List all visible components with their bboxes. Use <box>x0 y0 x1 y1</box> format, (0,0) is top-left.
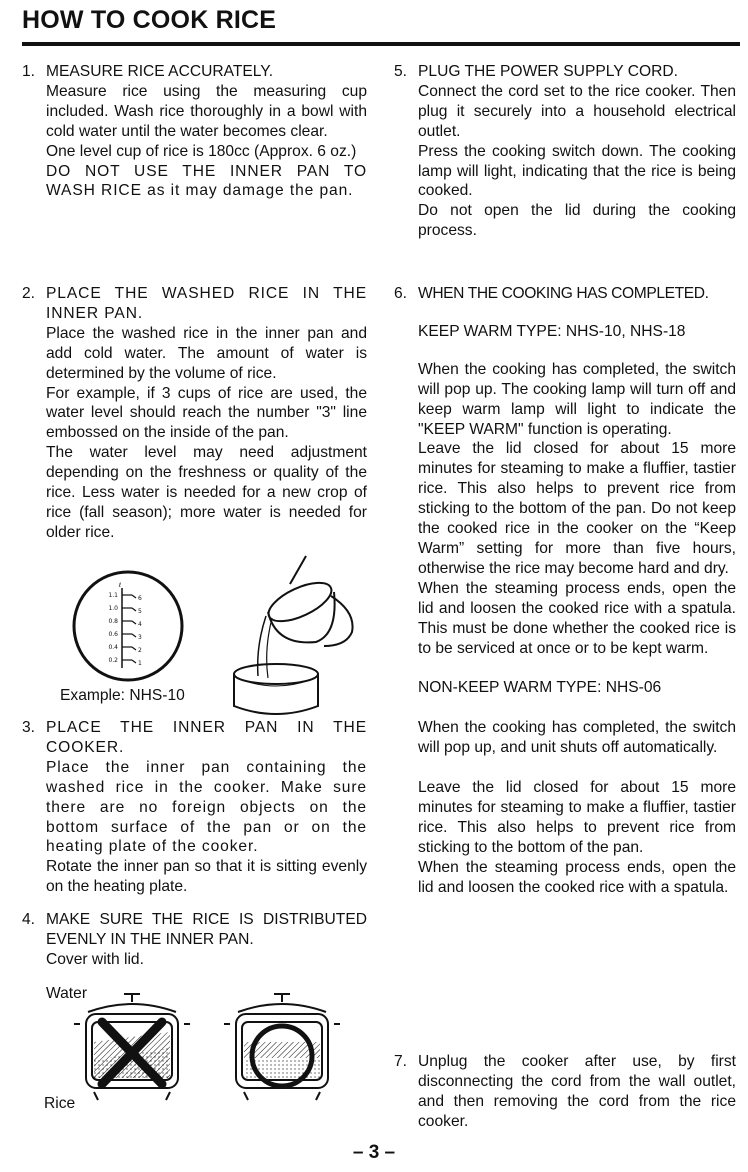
step-paragraph: Rotate the inner pan so that it is sitting evenly on the heating plate. <box>46 858 367 896</box>
subheading-non-keep-warm: NON-KEEP WARM TYPE: NHS-06 <box>418 679 662 697</box>
step-paragraph: For example, if 3 cups of rice are used, the water level should reach the number "3" line embossed on the inside of the pan. <box>46 384 367 442</box>
water-level-gauge-illustration <box>70 568 220 688</box>
pouring-rice-illustration <box>206 546 371 716</box>
step-paragraph: When the cooking has completed, the switch will pop up. The cooking lamp will turn off and keep warm lamp will light to indicate the "KEEP WARM" function is operating. <box>418 360 736 438</box>
step-number: 1. <box>22 63 36 80</box>
step-heading: PLACE THE INNER PAN IN THE COOKER. <box>46 719 367 756</box>
step-paragraph: The water level may need adjustment depending on the freshness or quality of the rice. Less water is needed for a new crop of rice (fall season); more water is needed for older rice. <box>46 444 367 541</box>
step-paragraph: Measure rice using the measuring cup included. Wash rice thoroughly in a bowl with cold water until the water becomes clear. <box>46 82 367 140</box>
page-number: – 3 – <box>352 1142 396 1163</box>
step-6 <box>394 284 736 898</box>
step-7 <box>394 1052 736 1132</box>
gauge-cup-mark: 6 <box>138 595 142 602</box>
step-paragraph: Place the washed rice in the inner pan and add cold water. The amount of water is determined by the volume of rice. <box>46 324 367 382</box>
step-paragraph: Leave the lid closed for about 15 more minutes for steaming to make a fluffier, tastier rice. This also helps to prevent rice from sticking to the bottom of the pan. <box>418 779 736 856</box>
step-4 <box>22 910 367 970</box>
step-number: 6. <box>394 285 408 302</box>
step-heading: WHEN THE COOKING HAS COMPLETED. <box>418 285 709 302</box>
gauge-cup-mark: 4 <box>138 621 142 628</box>
step-number: 4. <box>22 911 36 928</box>
step-paragraph: Press the cooking switch down. The cooking lamp will light, indicating that the rice is being cooked. <box>418 142 736 200</box>
gauge-cup-mark: 5 <box>138 608 142 615</box>
step-paragraph: When the steaming process ends, open the lid and loosen the cooked rice with a spatula. This must be done whether the cooked rice is to be serviced at once or to be kept warm. <box>418 579 736 657</box>
step-paragraph: Leave the lid closed for about 15 more minutes for steaming to make a fluffier, tastier rice. This also helps to prevent rice from sticking to the bottom of the pan. Do not keep the cooked rice in the cooker on the “Keep Warm” setting for more than five hours, otherwise the rice may become hard and dry. <box>418 440 736 577</box>
step-paragraph: When the cooking has completed, the switch will pop up, and unit shuts off automatically. <box>418 719 736 757</box>
page-title: HOW TO COOK RICE <box>22 6 277 34</box>
step-number: 2. <box>22 285 36 302</box>
step-paragraph: Place the inner pan containing the washed rice in the cooker. Make sure there are no foreign objects on the bottom surface of the pan or on the heating plate of the cooker. <box>46 758 367 856</box>
gauge-unit-label: ℓ <box>118 582 122 589</box>
title-rule <box>22 42 740 46</box>
step-heading: PLUG THE POWER SUPPLY CORD. <box>418 63 678 80</box>
rice-distribution-illustration <box>70 988 364 1108</box>
step-paragraph: Cover with lid. <box>46 950 144 968</box>
step-heading: MEASURE RICE ACCURATELY. <box>46 63 274 80</box>
gauge-cup-mark: 2 <box>138 647 142 654</box>
step-5 <box>394 62 736 241</box>
step-number: 5. <box>394 63 408 80</box>
step-number: 3. <box>22 719 36 736</box>
step-paragraph: Do not open the lid during the cooking process. <box>418 202 736 240</box>
figure-caption: Example: NHS-10 <box>60 687 185 704</box>
step-1 <box>22 62 367 201</box>
step-paragraph: Connect the cord set to the rice cooker. Then plug it securely into a household electrical outlet. <box>418 82 736 140</box>
step-paragraph: One level cup of rice is 180cc (Approx. 6 oz.) <box>46 142 357 160</box>
step-heading: MAKE SURE THE RICE IS DISTRIBUTED EVENLY IN THE INNER PAN. <box>46 911 367 948</box>
step-number: 7. <box>394 1053 408 1070</box>
gauge-liter-mark: 1.1 <box>108 592 118 599</box>
step-paragraph: Unplug the cooker after use, by first disconnecting the cord from the wall outlet, and then removing the cord from the rice cooker. <box>418 1053 736 1130</box>
rice-label: Rice <box>44 1095 76 1112</box>
gauge-cup-mark: 1 <box>138 660 142 667</box>
gauge-liter-mark: 0.6 <box>108 631 118 638</box>
step-heading: PLACE THE WASHED RICE IN THE INNER PAN. <box>46 285 367 322</box>
gauge-liter-mark: 0.4 <box>108 644 118 651</box>
step-3 <box>22 718 367 897</box>
step-2 <box>22 284 367 543</box>
step-paragraph: When the steaming process ends, open the lid and loosen the cooked rice with a spatula. <box>418 858 736 896</box>
gauge-liter-mark: 1.0 <box>108 605 118 612</box>
gauge-liter-mark: 0.2 <box>108 657 118 664</box>
step-warning: DO NOT USE THE INNER PAN TO WASH RICE as it may damage the pan. <box>46 162 367 200</box>
water-label: Water <box>46 985 88 1002</box>
subheading-keep-warm: KEEP WARM TYPE: NHS-10, NHS-18 <box>418 322 686 340</box>
gauge-liter-mark: 0.8 <box>108 618 118 625</box>
gauge-cup-mark: 3 <box>138 634 142 641</box>
